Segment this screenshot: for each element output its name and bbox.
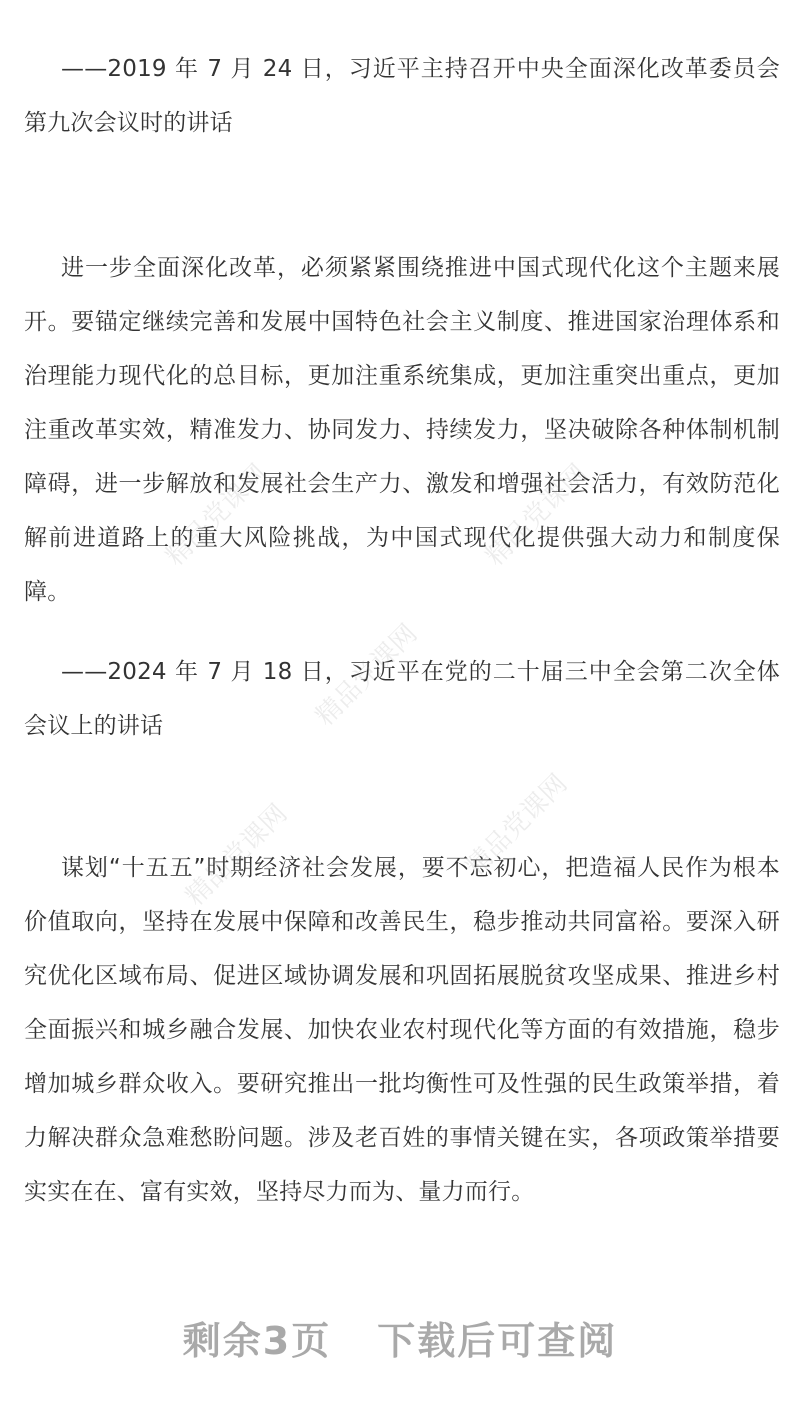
body-paragraph: 谋划“十五五”时期经济社会发展，要不忘初心，把造福人民作为根本价值取向，坚持在发展中保障和改善民生，稳步推动共同富裕。要深入研究优化区域布局、促进区域协调发展和巩固拓展脱贫攻坚成果、推进乡村全面振兴和城乡融合发展、加快农业农村现代化等方面的有效措施，稳步增加城乡群众收入。要研究推出一批均衡性可及性强的民生政策举措，着力解决群众急难愁盼问题。涉及老百姓的事情关键在实，各项政策举措要实实在在、富有实效，坚持尽力而为、量力而行。 xyxy=(24,855,780,1205)
download-to-view-label: 下载后可查阅 xyxy=(377,1319,618,1363)
remaining-pages-label: 剩余3页 xyxy=(182,1319,332,1363)
speech-source-line: ——2024 年 7 月 18 日，习近平在党的二十届三中全会第二次全体会议上的讲话 xyxy=(24,659,780,739)
body-paragraph: 进一步全面深化改革，必须紧紧围绕推进中国式现代化这个主题来展开。要锚定继续完善和发展中国特色社会主义制度、推进国家治理体系和治理能力现代化的总目标，更加注重系统集成，更加注重突出重点，更加注重改革实效，精准发力、协同发力、持续发力，坚决破除各种体制机制障碍，进一步解放和发展社会生产力、激发和增强社会活力，有效防范化解前进道路上的重大风险挑战，为中国式现代化提供强大动力和制度保障。 xyxy=(24,255,780,605)
watermark: 精品党课网 xyxy=(160,458,274,572)
download-prompt[interactable] xyxy=(0,1310,800,1365)
speech-source-line: ——2019 年 7 月 24 日，习近平主持召开中央全面深化改革委员会第九次会议时的讲话 xyxy=(24,56,780,136)
watermark: 精品党课网 xyxy=(310,618,424,732)
watermark: 精品党课网 xyxy=(180,798,294,912)
watermark: 精品党课网 xyxy=(460,768,574,882)
watermark: 精品党课网 xyxy=(480,458,594,572)
